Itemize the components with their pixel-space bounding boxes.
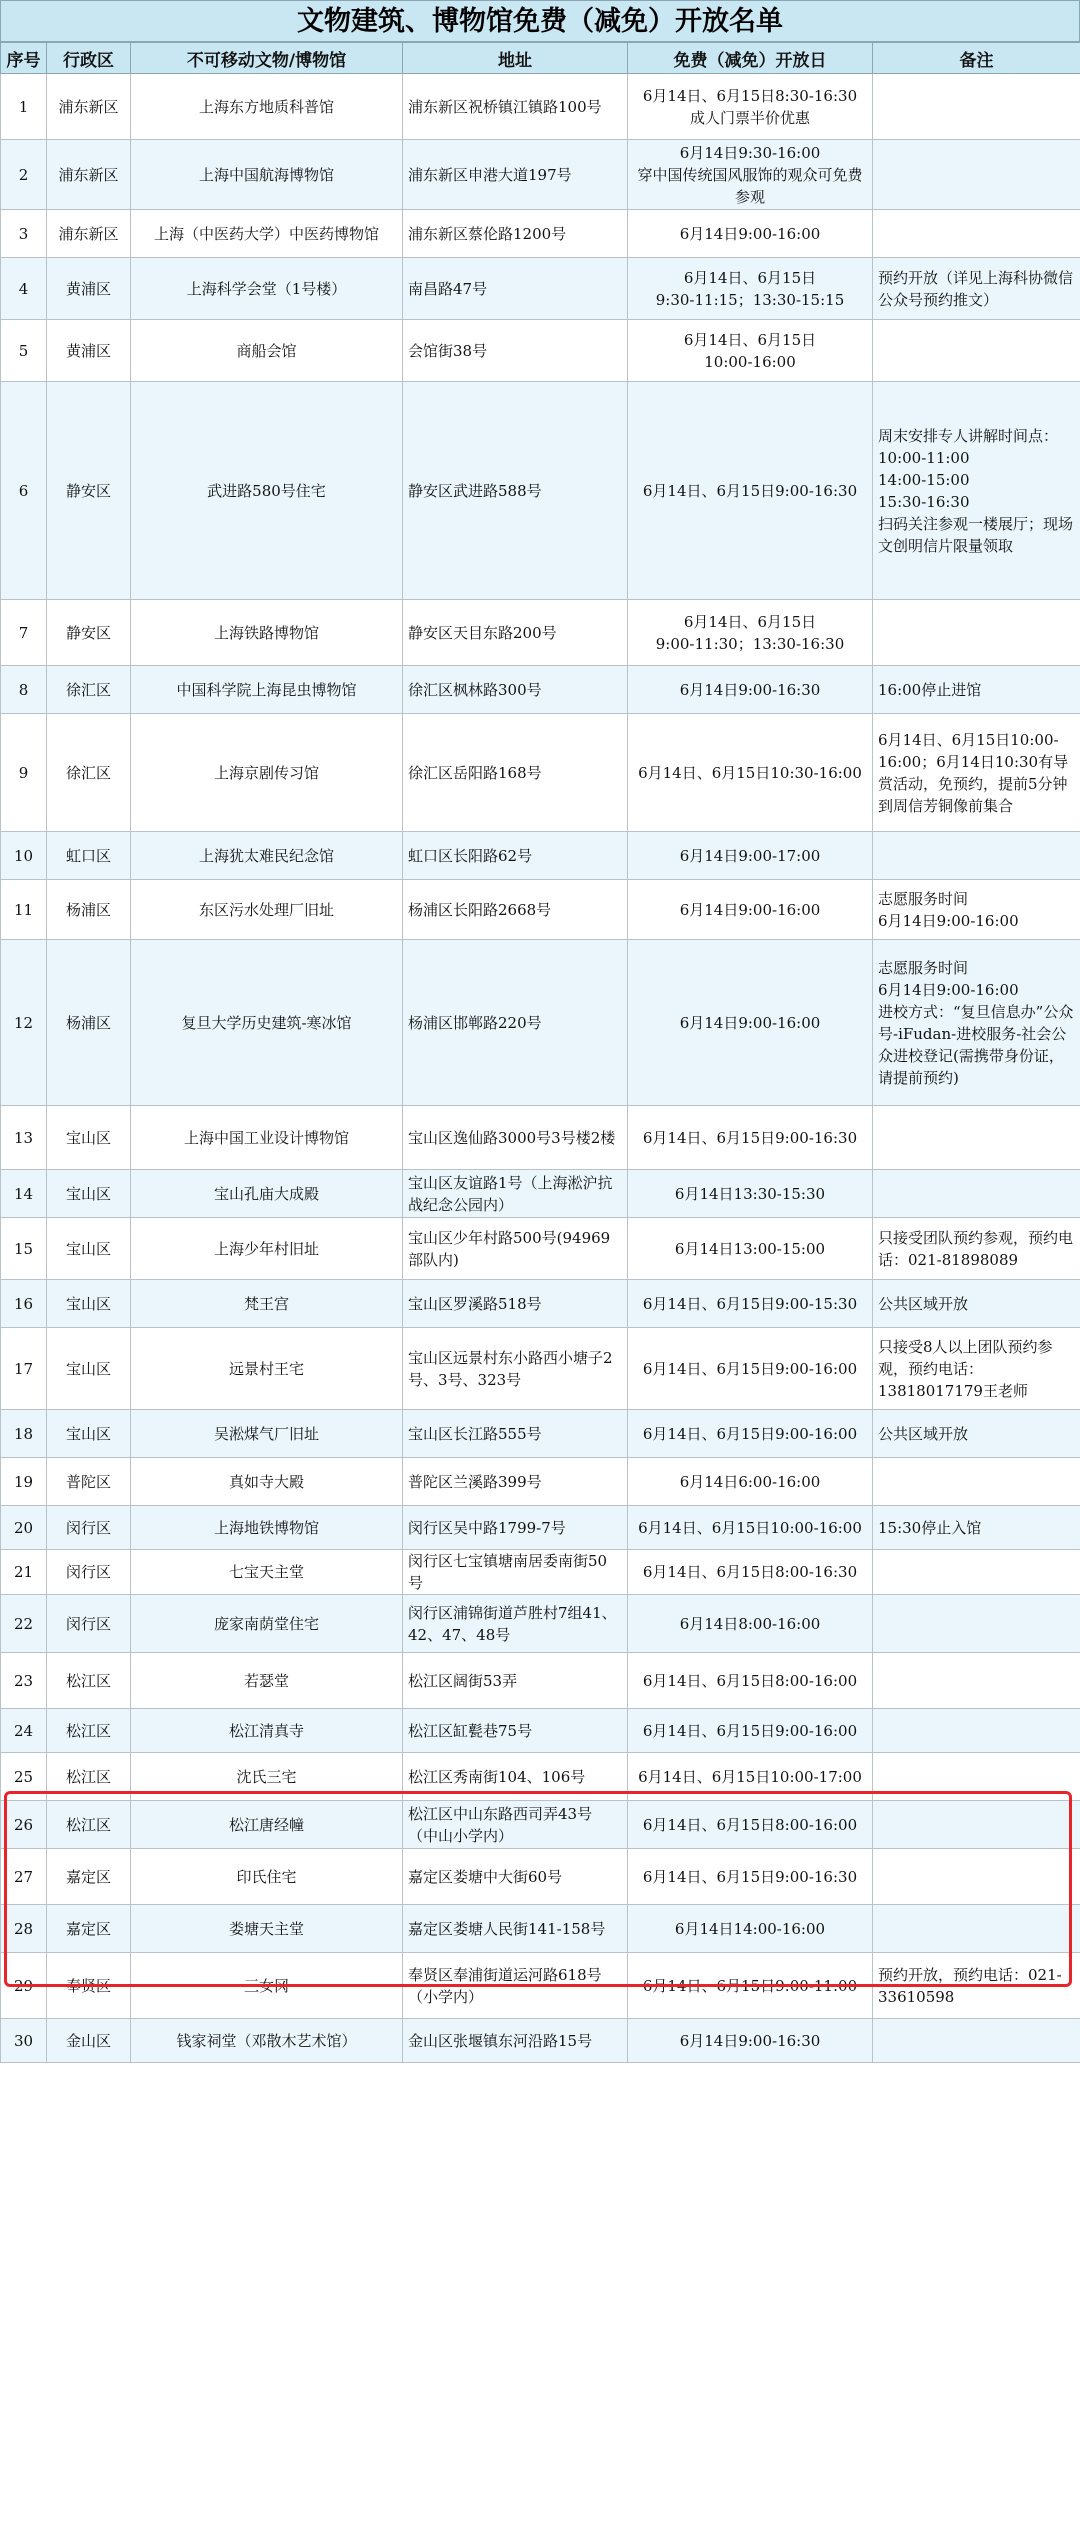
table-row xyxy=(1,940,1080,1106)
row-open-hours: 6月14日、6月15日9:00-16:30 xyxy=(628,1106,873,1170)
row-venue-name: 复旦大学历史建筑-寒冰馆 xyxy=(131,940,403,1106)
table-row xyxy=(1,1709,1080,1753)
table-row xyxy=(1,1458,1080,1506)
table-row xyxy=(1,1106,1080,1170)
row-note xyxy=(873,210,1080,258)
row-note: 只接受8人以上团队预约参观，预约电话：13818017179王老师 xyxy=(873,1328,1080,1410)
row-number: 30 xyxy=(1,2019,47,2063)
header-address: 地址 xyxy=(403,43,628,74)
table-row xyxy=(1,1506,1080,1550)
row-venue-name: 沈氏三宅 xyxy=(131,1753,403,1801)
row-open-hours: 6月14日、6月15日 9:00-11:30；13:30-16:30 xyxy=(628,600,873,666)
row-district: 杨浦区 xyxy=(47,880,131,940)
row-note xyxy=(873,1753,1080,1801)
row-number: 24 xyxy=(1,1709,47,1753)
row-note xyxy=(873,1849,1080,1905)
row-open-hours: 6月14日14:00-16:00 xyxy=(628,1905,873,1953)
table-row xyxy=(1,320,1080,382)
row-number: 6 xyxy=(1,382,47,600)
row-open-hours: 6月14日9:00-16:00 xyxy=(628,880,873,940)
row-venue-name: 七宝天主堂 xyxy=(131,1550,403,1595)
table-row xyxy=(1,714,1080,832)
row-note: 16:00停止进馆 xyxy=(873,666,1080,714)
row-venue-name: 上海（中医药大学）中医药博物馆 xyxy=(131,210,403,258)
table-row xyxy=(1,1280,1080,1328)
header-venue: 不可移动文物/博物馆 xyxy=(131,43,403,74)
table-header-row xyxy=(1,43,1080,74)
row-address: 普陀区兰溪路399号 xyxy=(403,1458,628,1506)
row-venue-name: 吴淞煤气厂旧址 xyxy=(131,1410,403,1458)
row-district: 闵行区 xyxy=(47,1550,131,1595)
row-note xyxy=(873,1653,1080,1709)
row-number: 20 xyxy=(1,1506,47,1550)
row-note xyxy=(873,140,1080,210)
row-address: 嘉定区娄塘人民街141-158号 xyxy=(403,1905,628,1953)
table-row xyxy=(1,74,1080,140)
row-address: 宝山区逸仙路3000号3号楼2楼 xyxy=(403,1106,628,1170)
row-venue-name: 娄塘天主堂 xyxy=(131,1905,403,1953)
row-address: 徐汇区岳阳路168号 xyxy=(403,714,628,832)
row-venue-name: 松江唐经幢 xyxy=(131,1801,403,1849)
row-address: 杨浦区长阳路2668号 xyxy=(403,880,628,940)
row-number: 21 xyxy=(1,1550,47,1595)
row-district: 闵行区 xyxy=(47,1595,131,1653)
row-address: 会馆街38号 xyxy=(403,320,628,382)
row-address: 徐汇区枫林路300号 xyxy=(403,666,628,714)
row-note: 只接受团队预约参观，预约电话：021-81898089 xyxy=(873,1218,1080,1280)
row-number: 22 xyxy=(1,1595,47,1653)
row-note xyxy=(873,2019,1080,2063)
row-district: 奉贤区 xyxy=(47,1953,131,2019)
row-number: 23 xyxy=(1,1653,47,1709)
table-row xyxy=(1,258,1080,320)
row-district: 浦东新区 xyxy=(47,210,131,258)
row-district: 静安区 xyxy=(47,382,131,600)
row-district: 闵行区 xyxy=(47,1506,131,1550)
row-open-hours: 6月14日、6月15日10:30-16:00 xyxy=(628,714,873,832)
row-address: 闵行区七宝镇塘南居委南街50号 xyxy=(403,1550,628,1595)
header-open-days: 免费（减免）开放日 xyxy=(628,43,873,74)
row-number: 3 xyxy=(1,210,47,258)
row-district: 松江区 xyxy=(47,1753,131,1801)
row-open-hours: 6月14日9:00-16:00 xyxy=(628,940,873,1106)
row-address: 闵行区浦锦街道芦胜村7组41、42、47、48号 xyxy=(403,1595,628,1653)
row-address: 宝山区长江路555号 xyxy=(403,1410,628,1458)
row-venue-name: 梵王宫 xyxy=(131,1280,403,1328)
row-address: 浦东新区祝桥镇江镇路100号 xyxy=(403,74,628,140)
row-open-hours: 6月14日、6月15日9:00-11:00 xyxy=(628,1953,873,2019)
venue-table xyxy=(0,42,1080,2063)
row-district: 徐汇区 xyxy=(47,666,131,714)
row-note xyxy=(873,1595,1080,1653)
row-open-hours: 6月14日9:00-17:00 xyxy=(628,832,873,880)
row-district: 松江区 xyxy=(47,1709,131,1753)
row-district: 嘉定区 xyxy=(47,1849,131,1905)
row-open-hours: 6月14日、6月15日9:00-16:00 xyxy=(628,1410,873,1458)
row-venue-name: 庞家南荫堂住宅 xyxy=(131,1595,403,1653)
row-open-hours: 6月14日、6月15日9:00-16:00 xyxy=(628,1709,873,1753)
table-row xyxy=(1,1849,1080,1905)
row-open-hours: 6月14日、6月15日 9:30-11:15；13:30-15:15 xyxy=(628,258,873,320)
row-district: 宝山区 xyxy=(47,1280,131,1328)
row-venue-name: 上海东方地质科普馆 xyxy=(131,74,403,140)
row-number: 5 xyxy=(1,320,47,382)
row-note xyxy=(873,74,1080,140)
row-venue-name: 武进路580号住宅 xyxy=(131,382,403,600)
row-district: 黄浦区 xyxy=(47,258,131,320)
row-district: 普陀区 xyxy=(47,1458,131,1506)
row-district: 黄浦区 xyxy=(47,320,131,382)
row-address: 静安区天目东路200号 xyxy=(403,600,628,666)
table-row xyxy=(1,1953,1080,2019)
table-row xyxy=(1,2019,1080,2063)
row-number: 28 xyxy=(1,1905,47,1953)
row-address: 浦东新区蔡伦路1200号 xyxy=(403,210,628,258)
row-note xyxy=(873,320,1080,382)
row-district: 宝山区 xyxy=(47,1106,131,1170)
row-address: 杨浦区邯郸路220号 xyxy=(403,940,628,1106)
row-open-hours: 6月14日、6月15日8:00-16:00 xyxy=(628,1653,873,1709)
row-venue-name: 钱家祠堂（邓散木艺术馆） xyxy=(131,2019,403,2063)
row-note xyxy=(873,1550,1080,1595)
row-number: 14 xyxy=(1,1170,47,1218)
table-row xyxy=(1,140,1080,210)
row-number: 11 xyxy=(1,880,47,940)
row-district: 静安区 xyxy=(47,600,131,666)
row-address: 宝山区罗溪路518号 xyxy=(403,1280,628,1328)
row-district: 金山区 xyxy=(47,2019,131,2063)
row-district: 浦东新区 xyxy=(47,74,131,140)
row-number: 29 xyxy=(1,1953,47,2019)
row-district: 虹口区 xyxy=(47,832,131,880)
row-venue-name: 上海科学会堂（1号楼） xyxy=(131,258,403,320)
table-row xyxy=(1,666,1080,714)
row-address: 松江区中山东路西司弄43号（中山小学内） xyxy=(403,1801,628,1849)
row-open-hours: 6月14日13:00-15:00 xyxy=(628,1218,873,1280)
row-venue-name: 远景村王宅 xyxy=(131,1328,403,1410)
row-open-hours: 6月14日、6月15日9:00-15:30 xyxy=(628,1280,873,1328)
row-address: 虹口区长阳路62号 xyxy=(403,832,628,880)
table-row xyxy=(1,210,1080,258)
row-venue-name: 宝山孔庙大成殿 xyxy=(131,1170,403,1218)
row-address: 松江区秀南街104、106号 xyxy=(403,1753,628,1801)
row-open-hours: 6月14日、6月15日9:00-16:00 xyxy=(628,1328,873,1410)
row-open-hours: 6月14日、6月15日8:30-16:30 成人门票半价优惠 xyxy=(628,74,873,140)
header-note: 备注 xyxy=(873,43,1080,74)
row-note: 公共区域开放 xyxy=(873,1280,1080,1328)
row-open-hours: 6月14日、6月15日10:00-16:00 xyxy=(628,1506,873,1550)
row-district: 宝山区 xyxy=(47,1218,131,1280)
row-open-hours: 6月14日6:00-16:00 xyxy=(628,1458,873,1506)
row-district: 浦东新区 xyxy=(47,140,131,210)
row-number: 4 xyxy=(1,258,47,320)
row-number: 19 xyxy=(1,1458,47,1506)
row-note: 志愿服务时间 6月14日9:00-16:00 进校方式：“复旦信息办”公众号-iFudan-进校服务-社会公众进校登记(需携带身份证，请提前预约) xyxy=(873,940,1080,1106)
row-venue-name: 松江清真寺 xyxy=(131,1709,403,1753)
row-number: 7 xyxy=(1,600,47,666)
row-district: 宝山区 xyxy=(47,1328,131,1410)
row-venue-name: 中国科学院上海昆虫博物馆 xyxy=(131,666,403,714)
row-number: 12 xyxy=(1,940,47,1106)
header-district: 行政区 xyxy=(47,43,131,74)
row-address: 闵行区吴中路1799-7号 xyxy=(403,1506,628,1550)
row-number: 15 xyxy=(1,1218,47,1280)
row-venue-name: 印氏住宅 xyxy=(131,1849,403,1905)
row-venue-name: 东区污水处理厂旧址 xyxy=(131,880,403,940)
row-address: 宝山区友谊路1号（上海淞沪抗战纪念公园内） xyxy=(403,1170,628,1218)
row-number: 13 xyxy=(1,1106,47,1170)
row-venue-name: 上海少年村旧址 xyxy=(131,1218,403,1280)
row-address: 宝山区少年村路500号(94969部队内) xyxy=(403,1218,628,1280)
row-district: 宝山区 xyxy=(47,1170,131,1218)
row-note: 预约开放（详见上海科协微信公众号预约推文） xyxy=(873,258,1080,320)
table-row xyxy=(1,600,1080,666)
row-note: 6月14日、6月15日10:00-16:00；6月14日10:30有导赏活动，免预约，提前5分钟到周信芳铜像前集合 xyxy=(873,714,1080,832)
row-district: 徐汇区 xyxy=(47,714,131,832)
row-district: 嘉定区 xyxy=(47,1905,131,1953)
row-note xyxy=(873,1106,1080,1170)
row-number: 1 xyxy=(1,74,47,140)
table-row xyxy=(1,1753,1080,1801)
row-open-hours: 6月14日9:00-16:30 xyxy=(628,666,873,714)
row-open-hours: 6月14日9:00-16:00 xyxy=(628,210,873,258)
table-row xyxy=(1,880,1080,940)
row-note: 志愿服务时间 6月14日9:00-16:00 xyxy=(873,880,1080,940)
row-note xyxy=(873,1709,1080,1753)
row-venue-name: 商船会馆 xyxy=(131,320,403,382)
row-note xyxy=(873,1170,1080,1218)
row-note xyxy=(873,1458,1080,1506)
row-district: 杨浦区 xyxy=(47,940,131,1106)
table-row xyxy=(1,1550,1080,1595)
row-address: 南昌路47号 xyxy=(403,258,628,320)
row-address: 金山区张堰镇东河沿路15号 xyxy=(403,2019,628,2063)
row-venue-name: 上海中国航海博物馆 xyxy=(131,140,403,210)
row-note xyxy=(873,600,1080,666)
table-row xyxy=(1,1801,1080,1849)
table-row xyxy=(1,1905,1080,1953)
table-row xyxy=(1,382,1080,600)
row-number: 26 xyxy=(1,1801,47,1849)
row-number: 25 xyxy=(1,1753,47,1801)
row-note: 周末安排专人讲解时间点： 10:00-11:00 14:00-15:00 15:30-16:30 扫码关注参观一楼展厅；现场文创明信片限量领取 xyxy=(873,382,1080,600)
row-note: 公共区域开放 xyxy=(873,1410,1080,1458)
table-row xyxy=(1,1170,1080,1218)
row-open-hours: 6月14日9:30-16:00 穿中国传统国风服饰的观众可免费参观 xyxy=(628,140,873,210)
row-address: 奉贤区奉浦街道运河路618号（小学内） xyxy=(403,1953,628,2019)
row-number: 27 xyxy=(1,1849,47,1905)
table-row xyxy=(1,832,1080,880)
row-venue-name: 上海地铁博物馆 xyxy=(131,1506,403,1550)
document-title: 文物建筑、博物馆免费（减免）开放名单 xyxy=(0,0,1080,42)
header-no: 序号 xyxy=(1,43,47,74)
row-open-hours: 6月14日、6月15日10:00-17:00 xyxy=(628,1753,873,1801)
row-note xyxy=(873,1801,1080,1849)
row-note xyxy=(873,832,1080,880)
row-venue-name: 真如寺大殿 xyxy=(131,1458,403,1506)
row-venue-name: 上海京剧传习馆 xyxy=(131,714,403,832)
row-address: 松江区阔街53弄 xyxy=(403,1653,628,1709)
table-row xyxy=(1,1328,1080,1410)
row-open-hours: 6月14日、6月15日9:00-16:30 xyxy=(628,1849,873,1905)
row-number: 9 xyxy=(1,714,47,832)
row-note: 预约开放，预约电话：021-33610598 xyxy=(873,1953,1080,2019)
row-district: 松江区 xyxy=(47,1653,131,1709)
row-number: 17 xyxy=(1,1328,47,1410)
row-open-hours: 6月14日、6月15日8:00-16:30 xyxy=(628,1550,873,1595)
table-row xyxy=(1,1653,1080,1709)
row-venue-name: 上海犹太难民纪念馆 xyxy=(131,832,403,880)
row-number: 16 xyxy=(1,1280,47,1328)
table-row xyxy=(1,1595,1080,1653)
row-venue-name: 若瑟堂 xyxy=(131,1653,403,1709)
row-open-hours: 6月14日、6月15日9:00-16:30 xyxy=(628,382,873,600)
row-address: 浦东新区申港大道197号 xyxy=(403,140,628,210)
row-address: 宝山区远景村东小路西小塘子2号、3号、323号 xyxy=(403,1328,628,1410)
row-address: 静安区武进路588号 xyxy=(403,382,628,600)
row-number: 10 xyxy=(1,832,47,880)
row-venue-name: 上海中国工业设计博物馆 xyxy=(131,1106,403,1170)
row-note: 15:30停止入馆 xyxy=(873,1506,1080,1550)
row-open-hours: 6月14日8:00-16:00 xyxy=(628,1595,873,1653)
row-number: 2 xyxy=(1,140,47,210)
row-address: 嘉定区娄塘中大街60号 xyxy=(403,1849,628,1905)
row-open-hours: 6月14日9:00-16:30 xyxy=(628,2019,873,2063)
row-open-hours: 6月14日、6月15日8:00-16:00 xyxy=(628,1801,873,1849)
row-district: 松江区 xyxy=(47,1801,131,1849)
row-number: 8 xyxy=(1,666,47,714)
table-row xyxy=(1,1410,1080,1458)
row-note xyxy=(873,1905,1080,1953)
row-district: 宝山区 xyxy=(47,1410,131,1458)
table-row xyxy=(1,1218,1080,1280)
row-open-hours: 6月14日13:30-15:30 xyxy=(628,1170,873,1218)
row-number: 18 xyxy=(1,1410,47,1458)
row-venue-name: 三女冈 xyxy=(131,1953,403,2019)
row-venue-name: 上海铁路博物馆 xyxy=(131,600,403,666)
row-open-hours: 6月14日、6月15日 10:00-16:00 xyxy=(628,320,873,382)
row-address: 松江区缸甏巷75号 xyxy=(403,1709,628,1753)
